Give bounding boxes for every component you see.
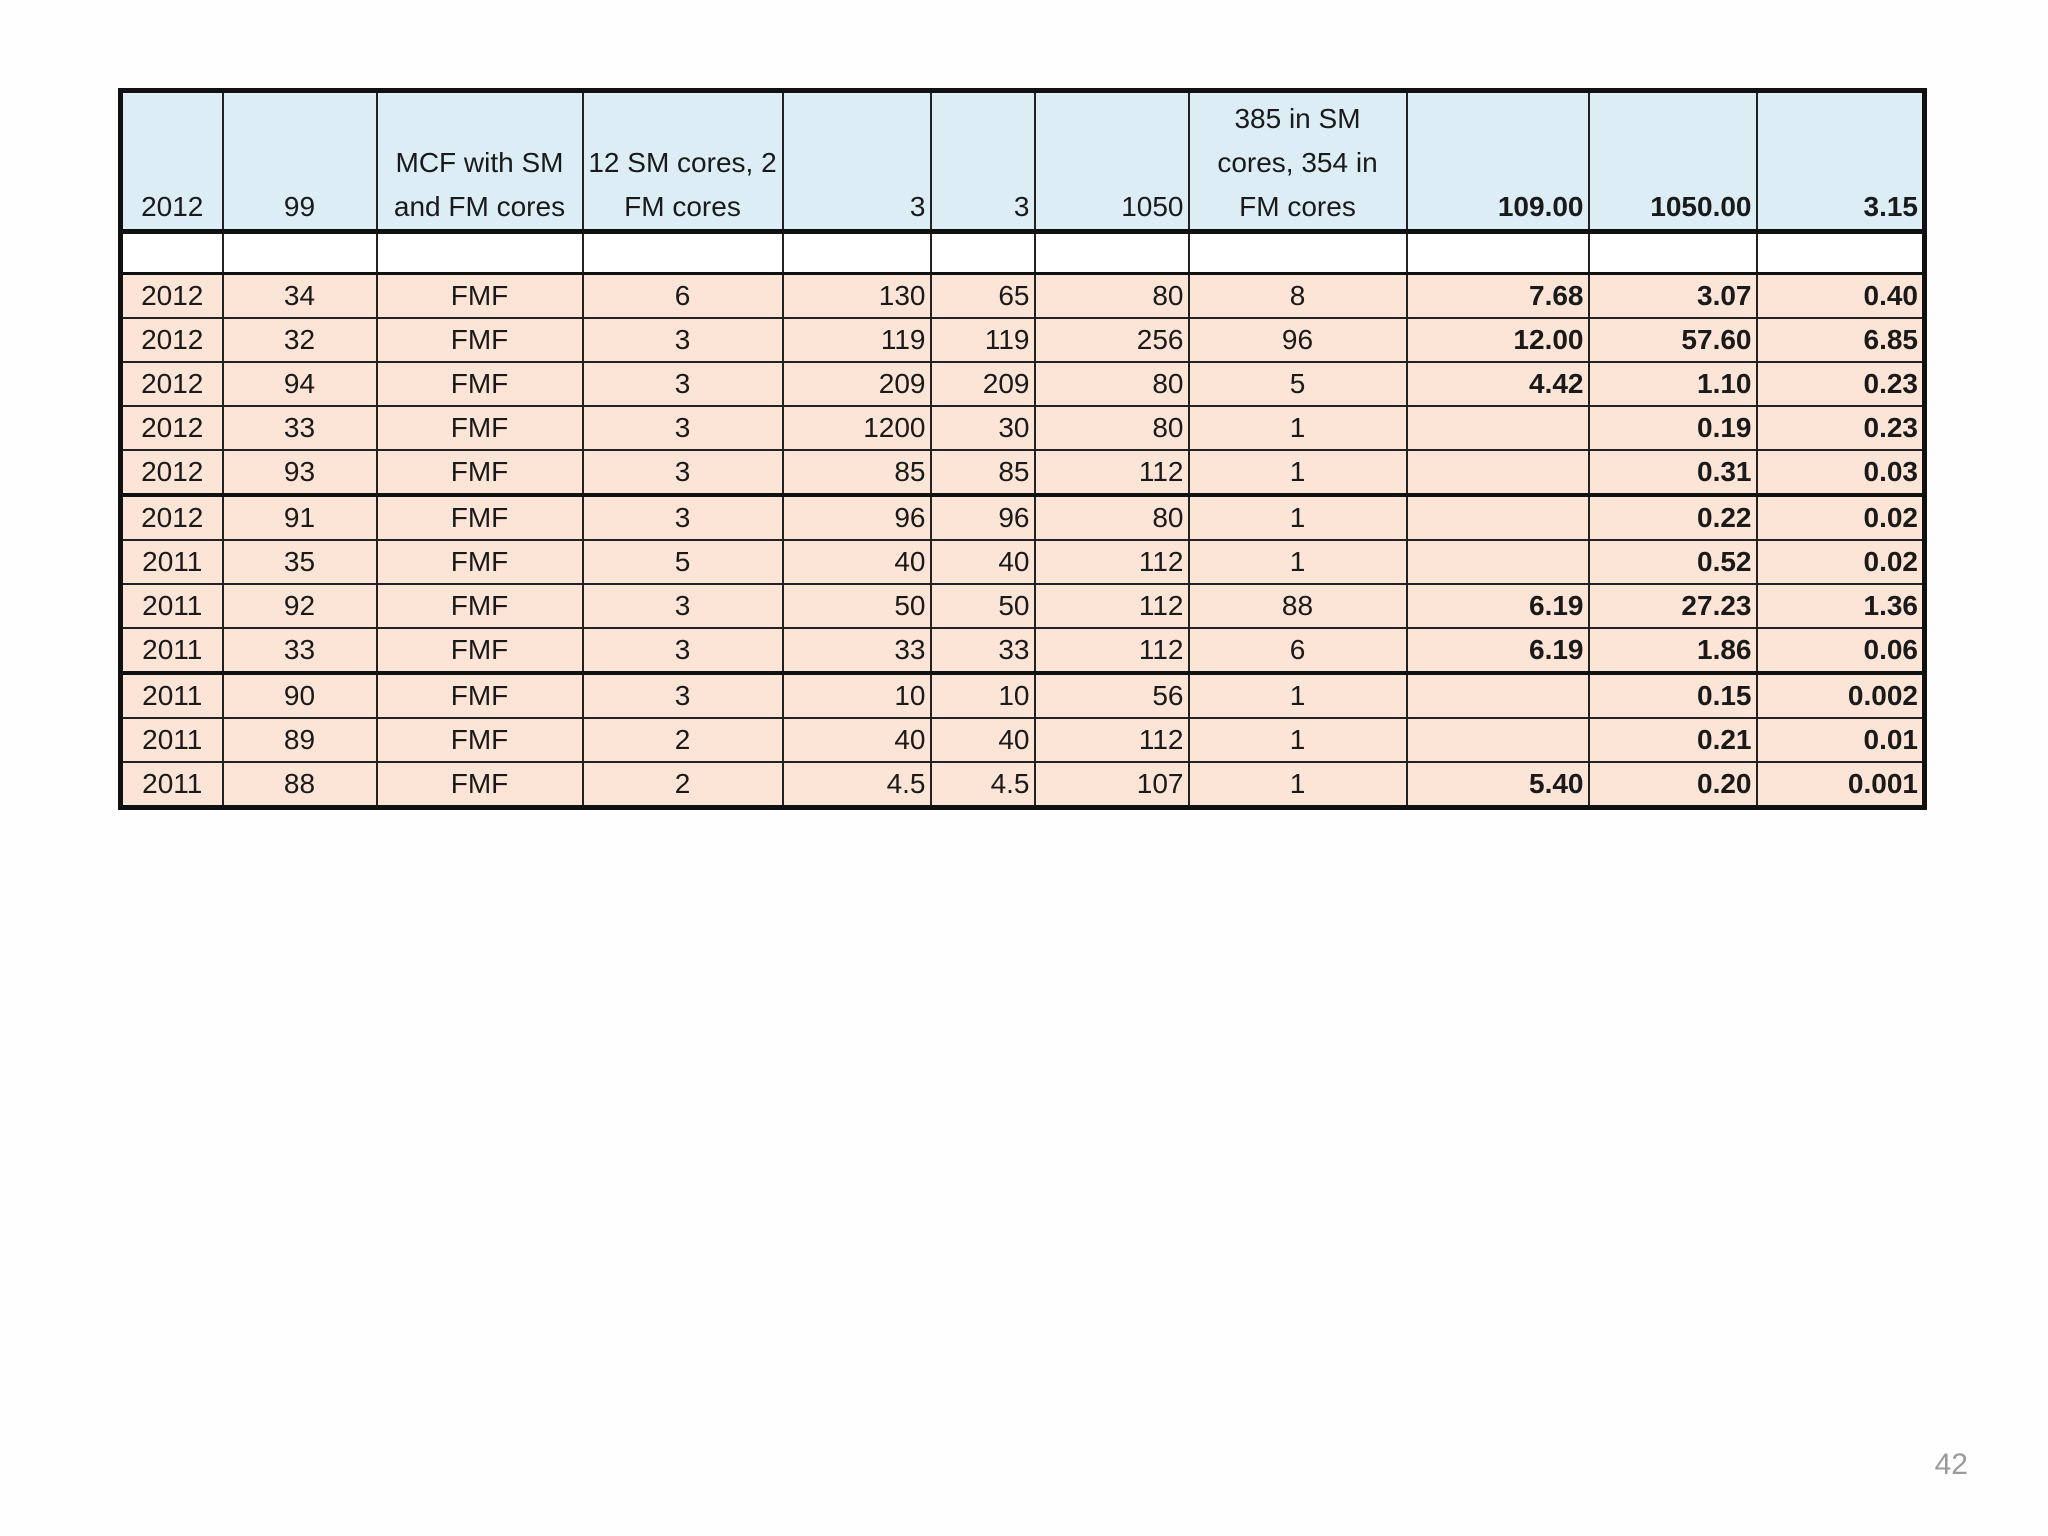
table-cell: 6	[583, 274, 783, 319]
table-cell: 80	[1035, 362, 1189, 406]
table-cell: 0.23	[1757, 406, 1925, 450]
header-row	[121, 91, 1925, 232]
table-cell: 2012	[121, 450, 223, 495]
table-cell	[1407, 450, 1589, 495]
table-cell: 34	[223, 274, 377, 319]
table-cell	[1407, 406, 1589, 450]
table-cell: 1	[1189, 406, 1407, 450]
table-cell: 0.03	[1757, 450, 1925, 495]
table-cell: 5	[583, 540, 783, 584]
table-cell: 1.10	[1589, 362, 1757, 406]
table-cell: 99	[223, 91, 377, 232]
table-cell: 1	[1189, 762, 1407, 808]
table-cell: 3.15	[1757, 91, 1925, 232]
table-cell: 10	[931, 673, 1035, 718]
table-cell: 3	[583, 450, 783, 495]
table-cell: 107	[1035, 762, 1189, 808]
table-cell: FMF	[377, 628, 583, 673]
table-cell: FMF	[377, 495, 583, 540]
table-cell: 10	[783, 673, 931, 718]
table-cell	[121, 232, 223, 274]
table-cell: 50	[931, 584, 1035, 628]
table-cell: MCF with SM and FM cores	[377, 91, 583, 232]
table-cell: 91	[223, 495, 377, 540]
table-cell: 3	[583, 495, 783, 540]
table-cell: FMF	[377, 450, 583, 495]
table-cell: 50	[783, 584, 931, 628]
table-cell: 0.15	[1589, 673, 1757, 718]
table-cell: FMF	[377, 274, 583, 319]
table-cell: 3	[583, 362, 783, 406]
table-row	[121, 762, 1925, 808]
table-cell: 1200	[783, 406, 931, 450]
table-cell: 112	[1035, 540, 1189, 584]
table-cell: 1.36	[1757, 584, 1925, 628]
table-cell: 1	[1189, 673, 1407, 718]
table-cell: 2011	[121, 762, 223, 808]
table-cell: 90	[223, 673, 377, 718]
table-cell: 12.00	[1407, 318, 1589, 362]
table-cell: FMF	[377, 762, 583, 808]
table-cell: 92	[223, 584, 377, 628]
table-cell: 8	[1189, 274, 1407, 319]
table-cell: 6	[1189, 628, 1407, 673]
table-cell: 96	[931, 495, 1035, 540]
table-cell: 80	[1035, 406, 1189, 450]
table-cell: 2011	[121, 540, 223, 584]
table-cell: 119	[783, 318, 931, 362]
table-cell: 12 SM cores, 2 FM cores	[583, 91, 783, 232]
table-cell: 3	[583, 406, 783, 450]
table-cell: 112	[1035, 584, 1189, 628]
table-cell	[377, 232, 583, 274]
table-cell: 1.86	[1589, 628, 1757, 673]
table-cell: 209	[931, 362, 1035, 406]
table-cell: 3	[931, 91, 1035, 232]
table-cell: 0.001	[1757, 762, 1925, 808]
table-cell: 85	[783, 450, 931, 495]
table-cell: 0.02	[1757, 495, 1925, 540]
table-cell	[1589, 232, 1757, 274]
table-cell: 85	[931, 450, 1035, 495]
data-table	[118, 88, 1927, 810]
table-cell: FMF	[377, 318, 583, 362]
table-cell	[223, 232, 377, 274]
table-cell: 40	[931, 718, 1035, 762]
table-cell: 4.5	[783, 762, 931, 808]
table-cell: FMF	[377, 362, 583, 406]
table-cell: 0.01	[1757, 718, 1925, 762]
table-cell	[1407, 673, 1589, 718]
table-cell	[1757, 232, 1925, 274]
table-cell: FMF	[377, 673, 583, 718]
table-cell: 0.40	[1757, 274, 1925, 319]
table-cell: 3	[583, 628, 783, 673]
table-cell: 3	[583, 584, 783, 628]
table-cell	[1035, 232, 1189, 274]
page-number: 42	[1934, 1448, 1968, 1481]
table-cell: 88	[223, 762, 377, 808]
table-cell: 2011	[121, 584, 223, 628]
table-cell: FMF	[377, 406, 583, 450]
table-cell: 2011	[121, 718, 223, 762]
table-cell: 80	[1035, 495, 1189, 540]
table-row	[121, 718, 1925, 762]
table-cell: 0.20	[1589, 762, 1757, 808]
table-cell: 2012	[121, 91, 223, 232]
table-cell: 0.23	[1757, 362, 1925, 406]
table-cell: 88	[1189, 584, 1407, 628]
table-cell: 5	[1189, 362, 1407, 406]
table-cell: 94	[223, 362, 377, 406]
table-cell: 35	[223, 540, 377, 584]
table-cell: 1050.00	[1589, 91, 1757, 232]
table-cell: 80	[1035, 274, 1189, 319]
table-cell: 40	[783, 718, 931, 762]
table-row	[121, 628, 1925, 673]
table-cell: 112	[1035, 628, 1189, 673]
table-cell: 33	[223, 628, 377, 673]
table-cell: 57.60	[1589, 318, 1757, 362]
table-cell: 130	[783, 274, 931, 319]
table-cell: 256	[1035, 318, 1189, 362]
table-cell: 1	[1189, 495, 1407, 540]
table-cell	[1407, 232, 1589, 274]
table-cell: 0.02	[1757, 540, 1925, 584]
table-cell: 1050	[1035, 91, 1189, 232]
table-cell	[583, 232, 783, 274]
table-cell: 96	[783, 495, 931, 540]
table-cell: 93	[223, 450, 377, 495]
table-cell: 0.22	[1589, 495, 1757, 540]
table-cell: 4.42	[1407, 362, 1589, 406]
table-cell: 209	[783, 362, 931, 406]
table-cell: 2012	[121, 406, 223, 450]
table-cell: 5.40	[1407, 762, 1589, 808]
table-cell	[1189, 232, 1407, 274]
table-row	[121, 318, 1925, 362]
table-cell: 33	[223, 406, 377, 450]
table-cell	[1407, 718, 1589, 762]
table-cell: 0.19	[1589, 406, 1757, 450]
table-cell: 30	[931, 406, 1035, 450]
table-cell: 0.21	[1589, 718, 1757, 762]
table-cell: 2012	[121, 362, 223, 406]
table-cell	[1407, 540, 1589, 584]
table-row	[121, 450, 1925, 495]
table-cell: 7.68	[1407, 274, 1589, 319]
table-cell: 40	[931, 540, 1035, 584]
table-row	[121, 540, 1925, 584]
table-cell: 385 in SM cores, 354 in FM cores	[1189, 91, 1407, 232]
table-cell: 96	[1189, 318, 1407, 362]
table-cell: 2012	[121, 495, 223, 540]
table-row	[121, 495, 1925, 540]
table-cell: FMF	[377, 584, 583, 628]
table-cell: FMF	[377, 718, 583, 762]
table-cell: 89	[223, 718, 377, 762]
table-cell: 2	[583, 762, 783, 808]
blank-row	[121, 232, 1925, 274]
table-cell: 33	[783, 628, 931, 673]
table-cell	[1407, 495, 1589, 540]
table-row	[121, 274, 1925, 319]
table-cell: 3.07	[1589, 274, 1757, 319]
table-cell: 2012	[121, 318, 223, 362]
table-cell: 6.85	[1757, 318, 1925, 362]
table-row	[121, 362, 1925, 406]
table-cell: 2011	[121, 673, 223, 718]
table-cell: 0.06	[1757, 628, 1925, 673]
table-cell: 112	[1035, 718, 1189, 762]
table-cell: 2	[583, 718, 783, 762]
table-cell: 4.5	[931, 762, 1035, 808]
table-cell: 0.52	[1589, 540, 1757, 584]
table-cell	[931, 232, 1035, 274]
table-cell: 112	[1035, 450, 1189, 495]
table-cell: 3	[783, 91, 931, 232]
table-cell: 32	[223, 318, 377, 362]
table-cell: 2012	[121, 274, 223, 319]
table-cell: 3	[583, 673, 783, 718]
table-cell	[783, 232, 931, 274]
table-row	[121, 584, 1925, 628]
table-cell: 2011	[121, 628, 223, 673]
table-cell: FMF	[377, 540, 583, 584]
table-row	[121, 673, 1925, 718]
table-cell: 0.002	[1757, 673, 1925, 718]
table-cell: 56	[1035, 673, 1189, 718]
table-cell: 1	[1189, 540, 1407, 584]
table-cell: 27.23	[1589, 584, 1757, 628]
table-cell: 33	[931, 628, 1035, 673]
table-cell: 6.19	[1407, 584, 1589, 628]
table-cell: 109.00	[1407, 91, 1589, 232]
table-cell: 1	[1189, 718, 1407, 762]
table-cell: 1	[1189, 450, 1407, 495]
table-cell: 65	[931, 274, 1035, 319]
table-row	[121, 406, 1925, 450]
table-cell: 40	[783, 540, 931, 584]
table-cell: 3	[583, 318, 783, 362]
table-cell: 0.31	[1589, 450, 1757, 495]
table-cell: 119	[931, 318, 1035, 362]
table-cell: 6.19	[1407, 628, 1589, 673]
